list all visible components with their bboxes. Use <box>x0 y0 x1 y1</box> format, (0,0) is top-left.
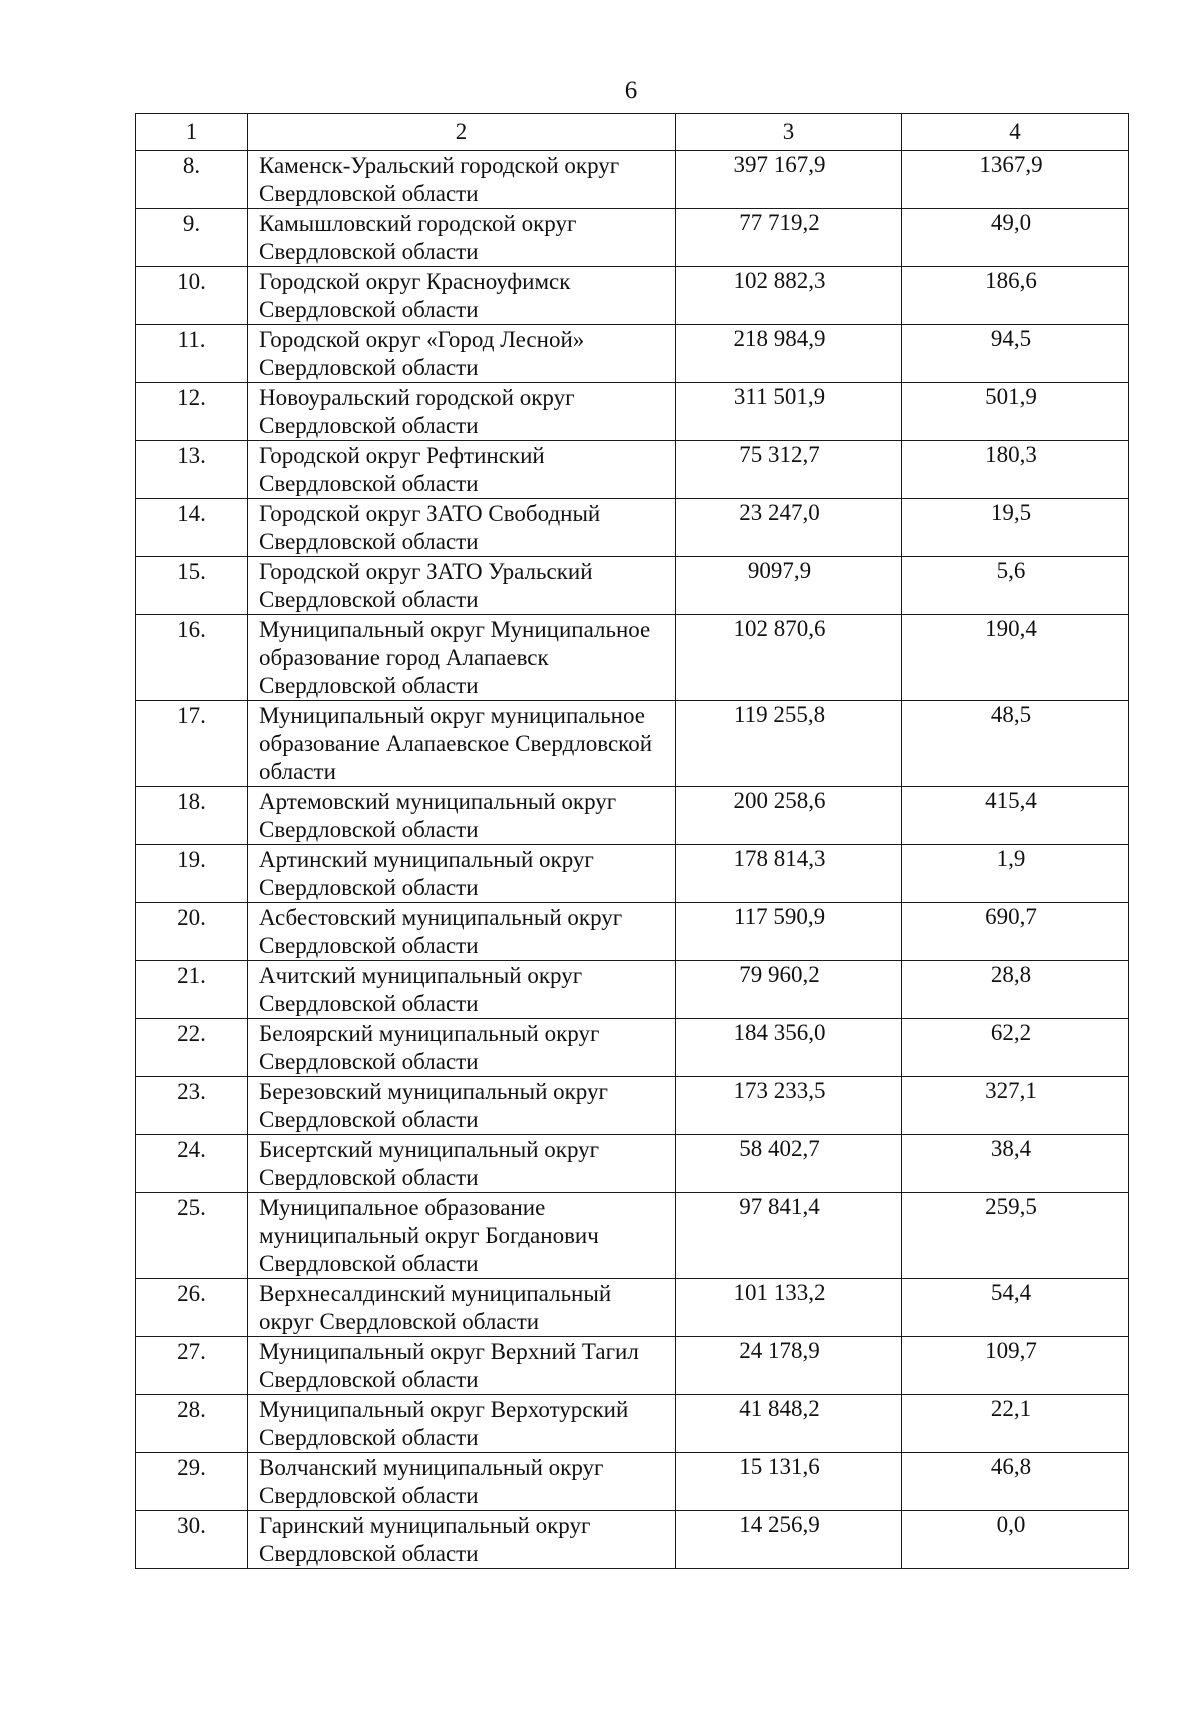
value-col4: 54,4 <box>902 1279 1129 1337</box>
value-col4: 48,5 <box>902 701 1129 787</box>
value-col4: 415,4 <box>902 787 1129 845</box>
value-col3: 102 882,3 <box>676 267 902 325</box>
value-col4: 94,5 <box>902 325 1129 383</box>
municipal-data-table <box>135 113 1129 1569</box>
municipality-name: Белоярский муниципальный округ Свердловской области <box>248 1019 676 1077</box>
value-col4: 46,8 <box>902 1453 1129 1511</box>
municipality-name: Верхнесалдинский муниципальный округ Свердловской области <box>248 1279 676 1337</box>
municipality-name: Каменск-Уральский городской округ Свердловской области <box>248 151 676 209</box>
value-col4: 0,0 <box>902 1511 1129 1569</box>
value-col4: 186,6 <box>902 267 1129 325</box>
value-col3: 397 167,9 <box>676 151 902 209</box>
column-header-2: 2 <box>248 114 676 151</box>
municipality-name: Городской округ ЗАТО Уральский Свердловской области <box>248 557 676 615</box>
value-col3: 79 960,2 <box>676 961 902 1019</box>
municipality-name: Муниципальный округ муниципальное образование Алапаевское Свердловской области <box>248 701 676 787</box>
header-row <box>136 114 1129 151</box>
value-col3: 23 247,0 <box>676 499 902 557</box>
table-row <box>136 1453 1129 1511</box>
row-number: 28. <box>136 1395 248 1453</box>
table-row <box>136 845 1129 903</box>
row-number: 10. <box>136 267 248 325</box>
municipality-name: Городской округ «Город Лесной» Свердловской области <box>248 325 676 383</box>
value-col4: 38,4 <box>902 1135 1129 1193</box>
column-header-1: 1 <box>136 114 248 151</box>
value-col3: 218 984,9 <box>676 325 902 383</box>
value-col3: 101 133,2 <box>676 1279 902 1337</box>
table-row <box>136 499 1129 557</box>
value-col4: 49,0 <box>902 209 1129 267</box>
value-col3: 15 131,6 <box>676 1453 902 1511</box>
municipality-name: Ачитский муниципальный округ Свердловской области <box>248 961 676 1019</box>
row-number: 15. <box>136 557 248 615</box>
table-row <box>136 1193 1129 1279</box>
table-body <box>136 151 1129 1569</box>
table-row <box>136 1337 1129 1395</box>
row-number: 9. <box>136 209 248 267</box>
table-row <box>136 151 1129 209</box>
table-row <box>136 701 1129 787</box>
municipality-name: Муниципальный округ Верхотурский Свердловской области <box>248 1395 676 1453</box>
row-number: 24. <box>136 1135 248 1193</box>
column-header-3: 3 <box>676 114 902 151</box>
municipality-name: Гаринский муниципальный округ Свердловской области <box>248 1511 676 1569</box>
municipality-name: Березовский муниципальный округ Свердловской области <box>248 1077 676 1135</box>
value-col4: 1,9 <box>902 845 1129 903</box>
value-col3: 173 233,5 <box>676 1077 902 1135</box>
municipality-name: Асбестовский муниципальный округ Свердловской области <box>248 903 676 961</box>
page-number: 6 <box>624 77 638 104</box>
table-row <box>136 1279 1129 1337</box>
value-col3: 117 590,9 <box>676 903 902 961</box>
value-col3: 24 178,9 <box>676 1337 902 1395</box>
row-number: 18. <box>136 787 248 845</box>
value-col4: 690,7 <box>902 903 1129 961</box>
value-col3: 77 719,2 <box>676 209 902 267</box>
value-col4: 28,8 <box>902 961 1129 1019</box>
table-row <box>136 615 1129 701</box>
value-col3: 58 402,7 <box>676 1135 902 1193</box>
value-col4: 22,1 <box>902 1395 1129 1453</box>
row-number: 29. <box>136 1453 248 1511</box>
value-col4: 19,5 <box>902 499 1129 557</box>
row-number: 16. <box>136 615 248 701</box>
value-col3: 102 870,6 <box>676 615 902 701</box>
table-row <box>136 267 1129 325</box>
row-number: 26. <box>136 1279 248 1337</box>
municipality-name: Городской округ Красноуфимск Свердловской области <box>248 267 676 325</box>
row-number: 19. <box>136 845 248 903</box>
table-row <box>136 1077 1129 1135</box>
value-col3: 178 814,3 <box>676 845 902 903</box>
municipality-name: Муниципальное образование муниципальный округ Богданович Свердловской области <box>248 1193 676 1279</box>
table-row <box>136 1395 1129 1453</box>
table-row <box>136 787 1129 845</box>
row-number: 30. <box>136 1511 248 1569</box>
row-number: 8. <box>136 151 248 209</box>
table-row <box>136 961 1129 1019</box>
table-row <box>136 903 1129 961</box>
row-number: 21. <box>136 961 248 1019</box>
value-col4: 259,5 <box>902 1193 1129 1279</box>
value-col4: 62,2 <box>902 1019 1129 1077</box>
municipality-name: Бисертский муниципальный округ Свердловской области <box>248 1135 676 1193</box>
value-col3: 184 356,0 <box>676 1019 902 1077</box>
value-col3: 119 255,8 <box>676 701 902 787</box>
row-number: 20. <box>136 903 248 961</box>
row-number: 17. <box>136 701 248 787</box>
value-col4: 190,4 <box>902 615 1129 701</box>
row-number: 12. <box>136 383 248 441</box>
row-number: 11. <box>136 325 248 383</box>
table-row <box>136 1135 1129 1193</box>
value-col3: 14 256,9 <box>676 1511 902 1569</box>
table-row <box>136 1511 1129 1569</box>
row-number: 23. <box>136 1077 248 1135</box>
value-col3: 9097,9 <box>676 557 902 615</box>
municipality-name: Новоуральский городской округ Свердловской области <box>248 383 676 441</box>
municipality-name: Артемовский муниципальный округ Свердловской области <box>248 787 676 845</box>
table-row <box>136 325 1129 383</box>
table-row <box>136 557 1129 615</box>
value-col4: 109,7 <box>902 1337 1129 1395</box>
municipality-name: Городской округ Рефтинский Свердловской области <box>248 441 676 499</box>
value-col4: 1367,9 <box>902 151 1129 209</box>
municipality-name: Волчанский муниципальный округ Свердловской области <box>248 1453 676 1511</box>
value-col3: 311 501,9 <box>676 383 902 441</box>
row-number: 25. <box>136 1193 248 1279</box>
row-number: 27. <box>136 1337 248 1395</box>
municipality-name: Муниципальный округ Муниципальное образование город Алапаевск Свердловской области <box>248 615 676 701</box>
value-col4: 5,6 <box>902 557 1129 615</box>
row-number: 13. <box>136 441 248 499</box>
municipality-name: Камышловский городской округ Свердловской области <box>248 209 676 267</box>
table-row <box>136 209 1129 267</box>
value-col3: 97 841,4 <box>676 1193 902 1279</box>
row-number: 14. <box>136 499 248 557</box>
column-header-4: 4 <box>902 114 1129 151</box>
municipality-name: Городской округ ЗАТО Свободный Свердловской области <box>248 499 676 557</box>
value-col4: 501,9 <box>902 383 1129 441</box>
value-col4: 327,1 <box>902 1077 1129 1135</box>
row-number: 22. <box>136 1019 248 1077</box>
value-col4: 180,3 <box>902 441 1129 499</box>
municipality-name: Артинский муниципальный округ Свердловской области <box>248 845 676 903</box>
municipality-name: Муниципальный округ Верхний Тагил Свердловской области <box>248 1337 676 1395</box>
value-col3: 75 312,7 <box>676 441 902 499</box>
value-col3: 200 258,6 <box>676 787 902 845</box>
table-row <box>136 1019 1129 1077</box>
value-col3: 41 848,2 <box>676 1395 902 1453</box>
table-row <box>136 441 1129 499</box>
table-row <box>136 383 1129 441</box>
